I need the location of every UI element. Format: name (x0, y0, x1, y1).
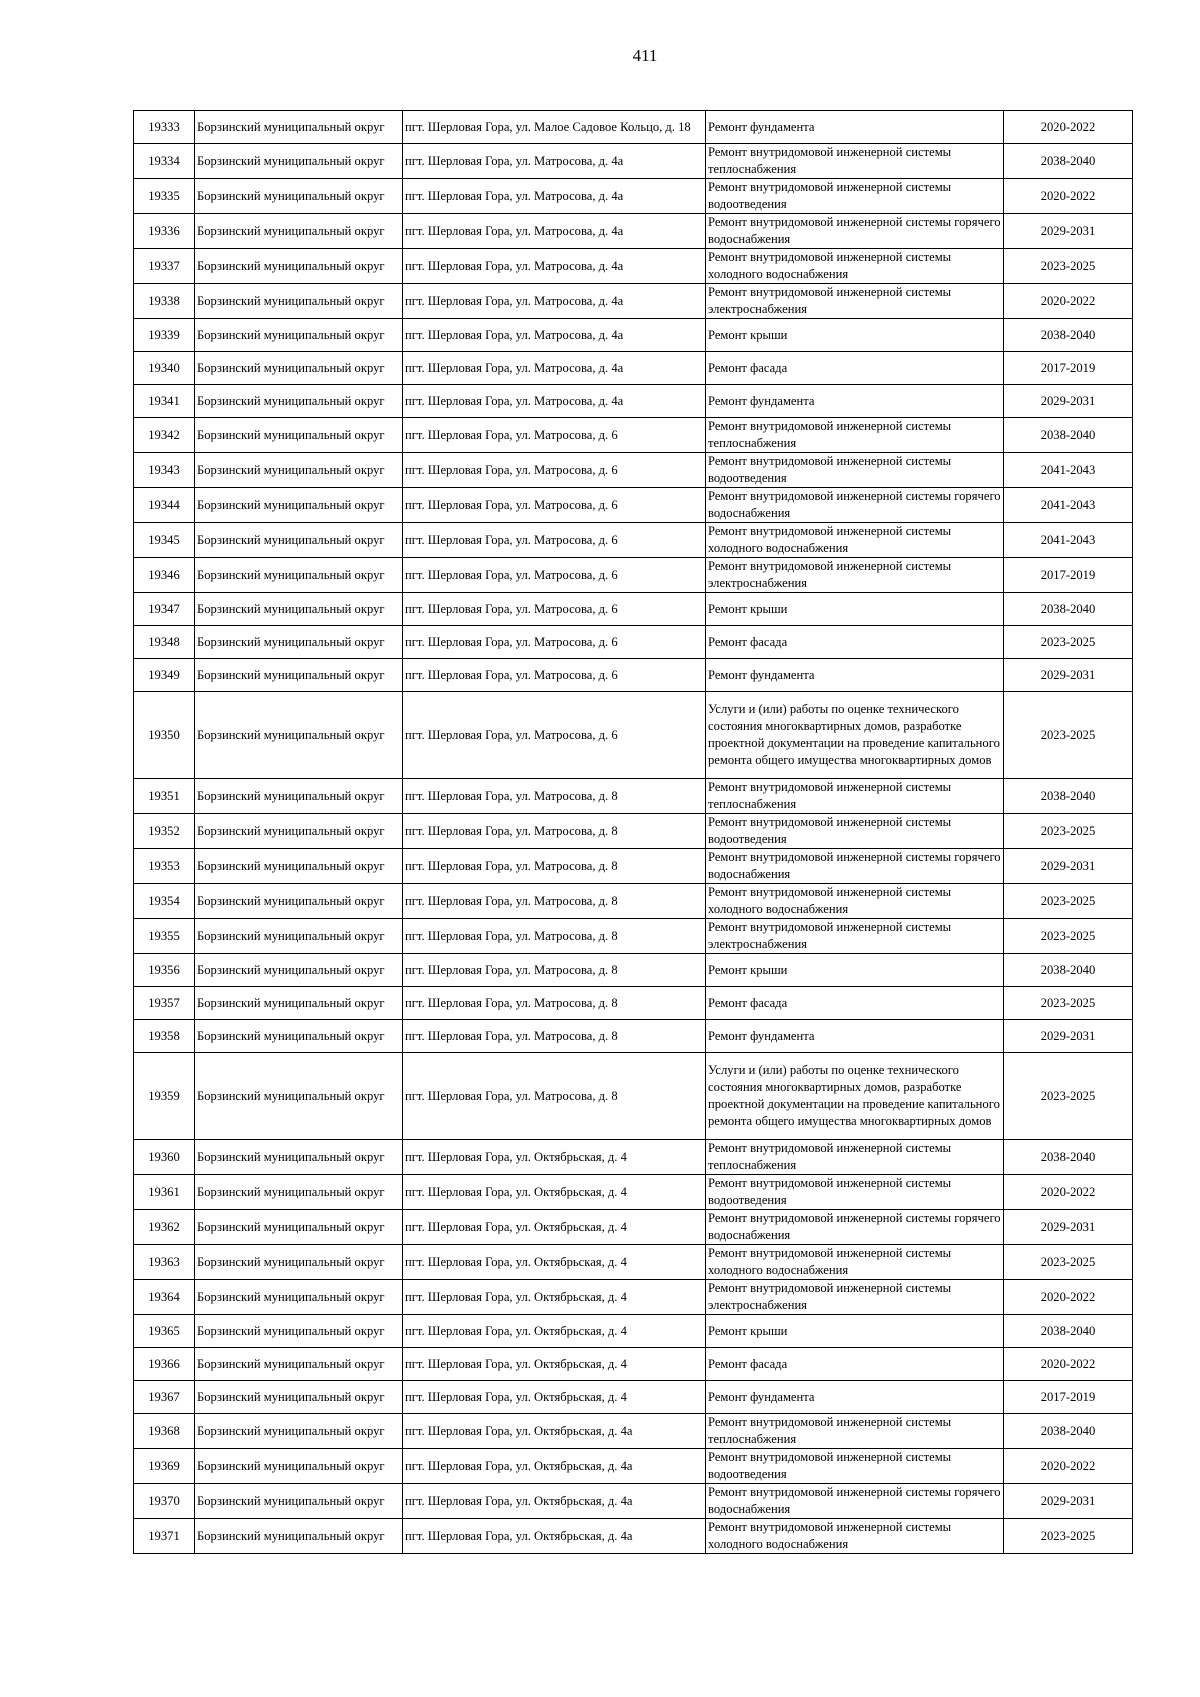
table-row (134, 523, 1133, 558)
row-number-cell: 19359 (134, 1053, 195, 1140)
table-row (134, 1348, 1133, 1381)
work-type-cell: Ремонт фундамента (706, 385, 1004, 418)
table-row (134, 659, 1133, 692)
district-cell: Борзинский муниципальный округ (195, 558, 403, 593)
address-cell: пгт. Шерловая Гора, ул. Октябрьская, д. 4а (403, 1449, 706, 1484)
district-cell: Борзинский муниципальный округ (195, 488, 403, 523)
work-type-cell: Ремонт внутридомовой инженерной системы водоотведения (706, 179, 1004, 214)
work-type-cell: Ремонт внутридомовой инженерной системы холодного водоснабжения (706, 1519, 1004, 1554)
table-row (134, 1414, 1133, 1449)
period-cell: 2038-2040 (1004, 418, 1133, 453)
period-cell: 2017-2019 (1004, 1381, 1133, 1414)
table-row (134, 1140, 1133, 1175)
row-number-cell: 19338 (134, 284, 195, 319)
period-cell: 2023-2025 (1004, 919, 1133, 954)
table-row (134, 1210, 1133, 1245)
row-number-cell: 19344 (134, 488, 195, 523)
row-number-cell: 19341 (134, 385, 195, 418)
address-cell: пгт. Шерловая Гора, ул. Матросова, д. 4а (403, 179, 706, 214)
address-cell: пгт. Шерловая Гора, ул. Октябрьская, д. 4 (403, 1280, 706, 1315)
period-cell: 2038-2040 (1004, 144, 1133, 179)
address-cell: пгт. Шерловая Гора, ул. Матросова, д. 8 (403, 814, 706, 849)
work-type-cell: Ремонт внутридомовой инженерной системы теплоснабжения (706, 1414, 1004, 1449)
work-type-cell: Ремонт фасада (706, 626, 1004, 659)
table-row (134, 1280, 1133, 1315)
work-type-cell: Ремонт внутридомовой инженерной системы горячего водоснабжения (706, 214, 1004, 249)
district-cell: Борзинский муниципальный округ (195, 659, 403, 692)
address-cell: пгт. Шерловая Гора, ул. Матросова, д. 4а (403, 352, 706, 385)
district-cell: Борзинский муниципальный округ (195, 214, 403, 249)
period-cell: 2029-2031 (1004, 214, 1133, 249)
table-row (134, 111, 1133, 144)
row-number-cell: 19366 (134, 1348, 195, 1381)
table-row (134, 626, 1133, 659)
table-row (134, 488, 1133, 523)
address-cell: пгт. Шерловая Гора, ул. Матросова, д. 8 (403, 919, 706, 954)
table-row (134, 418, 1133, 453)
period-cell: 2038-2040 (1004, 1140, 1133, 1175)
address-cell: пгт. Шерловая Гора, ул. Октябрьская, д. 4 (403, 1315, 706, 1348)
address-cell: пгт. Шерловая Гора, ул. Матросова, д. 8 (403, 849, 706, 884)
period-cell: 2023-2025 (1004, 1053, 1133, 1140)
period-cell: 2029-2031 (1004, 385, 1133, 418)
address-cell: пгт. Шерловая Гора, ул. Матросова, д. 6 (403, 593, 706, 626)
address-cell: пгт. Шерловая Гора, ул. Октябрьская, д. 4 (403, 1381, 706, 1414)
district-cell: Борзинский муниципальный округ (195, 954, 403, 987)
row-number-cell: 19361 (134, 1175, 195, 1210)
district-cell: Борзинский муниципальный округ (195, 626, 403, 659)
table-row (134, 593, 1133, 626)
work-type-cell: Ремонт крыши (706, 954, 1004, 987)
row-number-cell: 19367 (134, 1381, 195, 1414)
district-cell: Борзинский муниципальный округ (195, 1175, 403, 1210)
district-cell: Борзинский муниципальный округ (195, 284, 403, 319)
work-type-cell: Ремонт крыши (706, 1315, 1004, 1348)
row-number-cell: 19334 (134, 144, 195, 179)
district-cell: Борзинский муниципальный округ (195, 249, 403, 284)
work-type-cell: Ремонт фундамента (706, 1381, 1004, 1414)
address-cell: пгт. Шерловая Гора, ул. Матросова, д. 6 (403, 523, 706, 558)
period-cell: 2029-2031 (1004, 1484, 1133, 1519)
row-number-cell: 19342 (134, 418, 195, 453)
district-cell: Борзинский муниципальный округ (195, 319, 403, 352)
work-type-cell: Ремонт внутридомовой инженерной системы горячего водоснабжения (706, 1484, 1004, 1519)
row-number-cell: 19346 (134, 558, 195, 593)
table-row (134, 1020, 1133, 1053)
address-cell: пгт. Шерловая Гора, ул. Матросова, д. 8 (403, 1053, 706, 1140)
work-type-cell: Ремонт фасада (706, 987, 1004, 1020)
period-cell: 2023-2025 (1004, 1245, 1133, 1280)
table-row (134, 814, 1133, 849)
row-number-cell: 19347 (134, 593, 195, 626)
district-cell: Борзинский муниципальный округ (195, 919, 403, 954)
work-type-cell: Ремонт внутридомовой инженерной системы электроснабжения (706, 558, 1004, 593)
district-cell: Борзинский муниципальный округ (195, 523, 403, 558)
district-cell: Борзинский муниципальный округ (195, 1315, 403, 1348)
table-row (134, 1484, 1133, 1519)
row-number-cell: 19371 (134, 1519, 195, 1554)
period-cell: 2038-2040 (1004, 954, 1133, 987)
district-cell: Борзинский муниципальный округ (195, 1484, 403, 1519)
work-type-cell: Ремонт внутридомовой инженерной системы водоотведения (706, 453, 1004, 488)
district-cell: Борзинский муниципальный округ (195, 179, 403, 214)
period-cell: 2020-2022 (1004, 1449, 1133, 1484)
table-row (134, 987, 1133, 1020)
row-number-cell: 19343 (134, 453, 195, 488)
work-type-cell: Ремонт крыши (706, 593, 1004, 626)
work-type-cell: Ремонт внутридомовой инженерной системы теплоснабжения (706, 1140, 1004, 1175)
address-cell: пгт. Шерловая Гора, ул. Матросова, д. 8 (403, 779, 706, 814)
row-number-cell: 19354 (134, 884, 195, 919)
address-cell: пгт. Шерловая Гора, ул. Малое Садовое Кольцо, д. 18 (403, 111, 706, 144)
work-type-cell: Ремонт внутридомовой инженерной системы холодного водоснабжения (706, 249, 1004, 284)
district-cell: Борзинский муниципальный округ (195, 1140, 403, 1175)
row-number-cell: 19360 (134, 1140, 195, 1175)
table-row (134, 849, 1133, 884)
table-row (134, 1175, 1133, 1210)
period-cell: 2029-2031 (1004, 659, 1133, 692)
district-cell: Борзинский муниципальный округ (195, 1414, 403, 1449)
row-number-cell: 19356 (134, 954, 195, 987)
address-cell: пгт. Шерловая Гора, ул. Матросова, д. 4а (403, 214, 706, 249)
table-row (134, 558, 1133, 593)
address-cell: пгт. Шерловая Гора, ул. Октябрьская, д. 4 (403, 1210, 706, 1245)
period-cell: 2029-2031 (1004, 849, 1133, 884)
row-number-cell: 19369 (134, 1449, 195, 1484)
district-cell: Борзинский муниципальный округ (195, 453, 403, 488)
work-type-cell: Ремонт фундамента (706, 111, 1004, 144)
table-row (134, 1315, 1133, 1348)
period-cell: 2023-2025 (1004, 884, 1133, 919)
district-cell: Борзинский муниципальный округ (195, 352, 403, 385)
district-cell: Борзинский муниципальный округ (195, 593, 403, 626)
period-cell: 2020-2022 (1004, 1280, 1133, 1315)
address-cell: пгт. Шерловая Гора, ул. Матросова, д. 6 (403, 418, 706, 453)
address-cell: пгт. Шерловая Гора, ул. Матросова, д. 4а (403, 385, 706, 418)
period-cell: 2020-2022 (1004, 1348, 1133, 1381)
address-cell: пгт. Шерловая Гора, ул. Матросова, д. 8 (403, 987, 706, 1020)
address-cell: пгт. Шерловая Гора, ул. Октябрьская, д. 4 (403, 1175, 706, 1210)
address-cell: пгт. Шерловая Гора, ул. Матросова, д. 6 (403, 692, 706, 779)
table-row (134, 884, 1133, 919)
address-cell: пгт. Шерловая Гора, ул. Октябрьская, д. 4а (403, 1519, 706, 1554)
table-row (134, 144, 1133, 179)
row-number-cell: 19362 (134, 1210, 195, 1245)
table-row (134, 179, 1133, 214)
work-type-cell: Ремонт внутридомовой инженерной системы водоотведения (706, 1449, 1004, 1484)
work-type-cell: Ремонт фундамента (706, 659, 1004, 692)
address-cell: пгт. Шерловая Гора, ул. Октябрьская, д. 4 (403, 1348, 706, 1381)
work-type-cell: Ремонт внутридомовой инженерной системы водоотведения (706, 814, 1004, 849)
row-number-cell: 19365 (134, 1315, 195, 1348)
district-cell: Борзинский муниципальный округ (195, 1280, 403, 1315)
table-row (134, 1053, 1133, 1140)
row-number-cell: 19363 (134, 1245, 195, 1280)
row-number-cell: 19337 (134, 249, 195, 284)
row-number-cell: 19345 (134, 523, 195, 558)
period-cell: 2020-2022 (1004, 111, 1133, 144)
period-cell: 2023-2025 (1004, 692, 1133, 779)
table-row (134, 1245, 1133, 1280)
period-cell: 2023-2025 (1004, 987, 1133, 1020)
period-cell: 2020-2022 (1004, 284, 1133, 319)
table-body (134, 111, 1133, 1554)
table-row (134, 249, 1133, 284)
table-row (134, 319, 1133, 352)
table-row (134, 385, 1133, 418)
district-cell: Борзинский муниципальный округ (195, 692, 403, 779)
table-row (134, 692, 1133, 779)
address-cell: пгт. Шерловая Гора, ул. Октябрьская, д. 4а (403, 1484, 706, 1519)
work-type-cell: Ремонт внутридомовой инженерной системы теплоснабжения (706, 418, 1004, 453)
period-cell: 2038-2040 (1004, 319, 1133, 352)
period-cell: 2017-2019 (1004, 352, 1133, 385)
row-number-cell: 19348 (134, 626, 195, 659)
table-row (134, 1381, 1133, 1414)
table-row (134, 954, 1133, 987)
address-cell: пгт. Шерловая Гора, ул. Матросова, д. 4а (403, 144, 706, 179)
table-row (134, 284, 1133, 319)
district-cell: Борзинский муниципальный округ (195, 1519, 403, 1554)
district-cell: Борзинский муниципальный округ (195, 814, 403, 849)
row-number-cell: 19364 (134, 1280, 195, 1315)
work-type-cell: Ремонт внутридомовой инженерной системы горячего водоснабжения (706, 488, 1004, 523)
period-cell: 2029-2031 (1004, 1020, 1133, 1053)
table-row (134, 214, 1133, 249)
work-type-cell: Ремонт внутридомовой инженерной системы горячего водоснабжения (706, 849, 1004, 884)
work-type-cell: Ремонт внутридомовой инженерной системы холодного водоснабжения (706, 1245, 1004, 1280)
row-number-cell: 19340 (134, 352, 195, 385)
period-cell: 2023-2025 (1004, 1519, 1133, 1554)
row-number-cell: 19350 (134, 692, 195, 779)
period-cell: 2038-2040 (1004, 593, 1133, 626)
district-cell: Борзинский муниципальный округ (195, 1020, 403, 1053)
period-cell: 2041-2043 (1004, 523, 1133, 558)
district-cell: Борзинский муниципальный округ (195, 1210, 403, 1245)
table-row (134, 779, 1133, 814)
row-number-cell: 19339 (134, 319, 195, 352)
row-number-cell: 19370 (134, 1484, 195, 1519)
work-type-cell: Ремонт внутридомовой инженерной системы горячего водоснабжения (706, 1210, 1004, 1245)
period-cell: 2020-2022 (1004, 1175, 1133, 1210)
work-type-cell: Ремонт внутридомовой инженерной системы холодного водоснабжения (706, 884, 1004, 919)
work-type-cell: Ремонт внутридомовой инженерной системы холодного водоснабжения (706, 523, 1004, 558)
district-cell: Борзинский муниципальный округ (195, 111, 403, 144)
address-cell: пгт. Шерловая Гора, ул. Матросова, д. 6 (403, 626, 706, 659)
district-cell: Борзинский муниципальный округ (195, 779, 403, 814)
work-type-cell: Услуги и (или) работы по оценке технического состояния многоквартирных домов, разработке проектной документации на проведение капитального ремонта общего имущества многоквартирных домов (706, 1053, 1004, 1140)
period-cell: 2023-2025 (1004, 814, 1133, 849)
address-cell: пгт. Шерловая Гора, ул. Матросова, д. 6 (403, 488, 706, 523)
work-type-cell: Ремонт внутридомовой инженерной системы электроснабжения (706, 919, 1004, 954)
address-cell: пгт. Шерловая Гора, ул. Матросова, д. 8 (403, 1020, 706, 1053)
district-cell: Борзинский муниципальный округ (195, 1381, 403, 1414)
district-cell: Борзинский муниципальный округ (195, 144, 403, 179)
row-number-cell: 19336 (134, 214, 195, 249)
work-type-cell: Ремонт внутридомовой инженерной системы электроснабжения (706, 284, 1004, 319)
repair-schedule-table (133, 110, 1133, 1554)
row-number-cell: 19333 (134, 111, 195, 144)
period-cell: 2041-2043 (1004, 453, 1133, 488)
work-type-cell: Ремонт фасада (706, 352, 1004, 385)
address-cell: пгт. Шерловая Гора, ул. Матросова, д. 6 (403, 453, 706, 488)
district-cell: Борзинский муниципальный округ (195, 884, 403, 919)
address-cell: пгт. Шерловая Гора, ул. Октябрьская, д. 4а (403, 1414, 706, 1449)
work-type-cell: Ремонт фасада (706, 1348, 1004, 1381)
row-number-cell: 19368 (134, 1414, 195, 1449)
work-type-cell: Ремонт фундамента (706, 1020, 1004, 1053)
work-type-cell: Ремонт внутридомовой инженерной системы водоотведения (706, 1175, 1004, 1210)
period-cell: 2023-2025 (1004, 249, 1133, 284)
work-type-cell: Ремонт крыши (706, 319, 1004, 352)
period-cell: 2029-2031 (1004, 1210, 1133, 1245)
district-cell: Борзинский муниципальный округ (195, 1245, 403, 1280)
district-cell: Борзинский муниципальный округ (195, 1348, 403, 1381)
row-number-cell: 19352 (134, 814, 195, 849)
table-row (134, 1519, 1133, 1554)
period-cell: 2023-2025 (1004, 626, 1133, 659)
address-cell: пгт. Шерловая Гора, ул. Матросова, д. 6 (403, 558, 706, 593)
district-cell: Борзинский муниципальный округ (195, 987, 403, 1020)
district-cell: Борзинский муниципальный округ (195, 385, 403, 418)
district-cell: Борзинский муниципальный округ (195, 1053, 403, 1140)
address-cell: пгт. Шерловая Гора, ул. Матросова, д. 4а (403, 319, 706, 352)
table-row (134, 919, 1133, 954)
work-type-cell: Ремонт внутридомовой инженерной системы электроснабжения (706, 1280, 1004, 1315)
district-cell: Борзинский муниципальный округ (195, 849, 403, 884)
table-row (134, 1449, 1133, 1484)
period-cell: 2038-2040 (1004, 779, 1133, 814)
address-cell: пгт. Шерловая Гора, ул. Матросова, д. 8 (403, 954, 706, 987)
address-cell: пгт. Шерловая Гора, ул. Октябрьская, д. 4 (403, 1245, 706, 1280)
address-cell: пгт. Шерловая Гора, ул. Матросова, д. 4а (403, 249, 706, 284)
work-type-cell: Ремонт внутридомовой инженерной системы теплоснабжения (706, 144, 1004, 179)
work-type-cell: Услуги и (или) работы по оценке технического состояния многоквартирных домов, разработке проектной документации на проведение капитального ремонта общего имущества многоквартирных домов (706, 692, 1004, 779)
period-cell: 2038-2040 (1004, 1315, 1133, 1348)
district-cell: Борзинский муниципальный округ (195, 418, 403, 453)
row-number-cell: 19335 (134, 179, 195, 214)
period-cell: 2020-2022 (1004, 179, 1133, 214)
page-number: 411 (632, 46, 658, 65)
row-number-cell: 19349 (134, 659, 195, 692)
row-number-cell: 19358 (134, 1020, 195, 1053)
table-row (134, 453, 1133, 488)
row-number-cell: 19351 (134, 779, 195, 814)
address-cell: пгт. Шерловая Гора, ул. Матросова, д. 8 (403, 884, 706, 919)
row-number-cell: 19353 (134, 849, 195, 884)
row-number-cell: 19357 (134, 987, 195, 1020)
period-cell: 2017-2019 (1004, 558, 1133, 593)
period-cell: 2038-2040 (1004, 1414, 1133, 1449)
address-cell: пгт. Шерловая Гора, ул. Матросова, д. 4а (403, 284, 706, 319)
row-number-cell: 19355 (134, 919, 195, 954)
address-cell: пгт. Шерловая Гора, ул. Матросова, д. 6 (403, 659, 706, 692)
period-cell: 2041-2043 (1004, 488, 1133, 523)
district-cell: Борзинский муниципальный округ (195, 1449, 403, 1484)
work-type-cell: Ремонт внутридомовой инженерной системы теплоснабжения (706, 779, 1004, 814)
table-row (134, 352, 1133, 385)
address-cell: пгт. Шерловая Гора, ул. Октябрьская, д. 4 (403, 1140, 706, 1175)
